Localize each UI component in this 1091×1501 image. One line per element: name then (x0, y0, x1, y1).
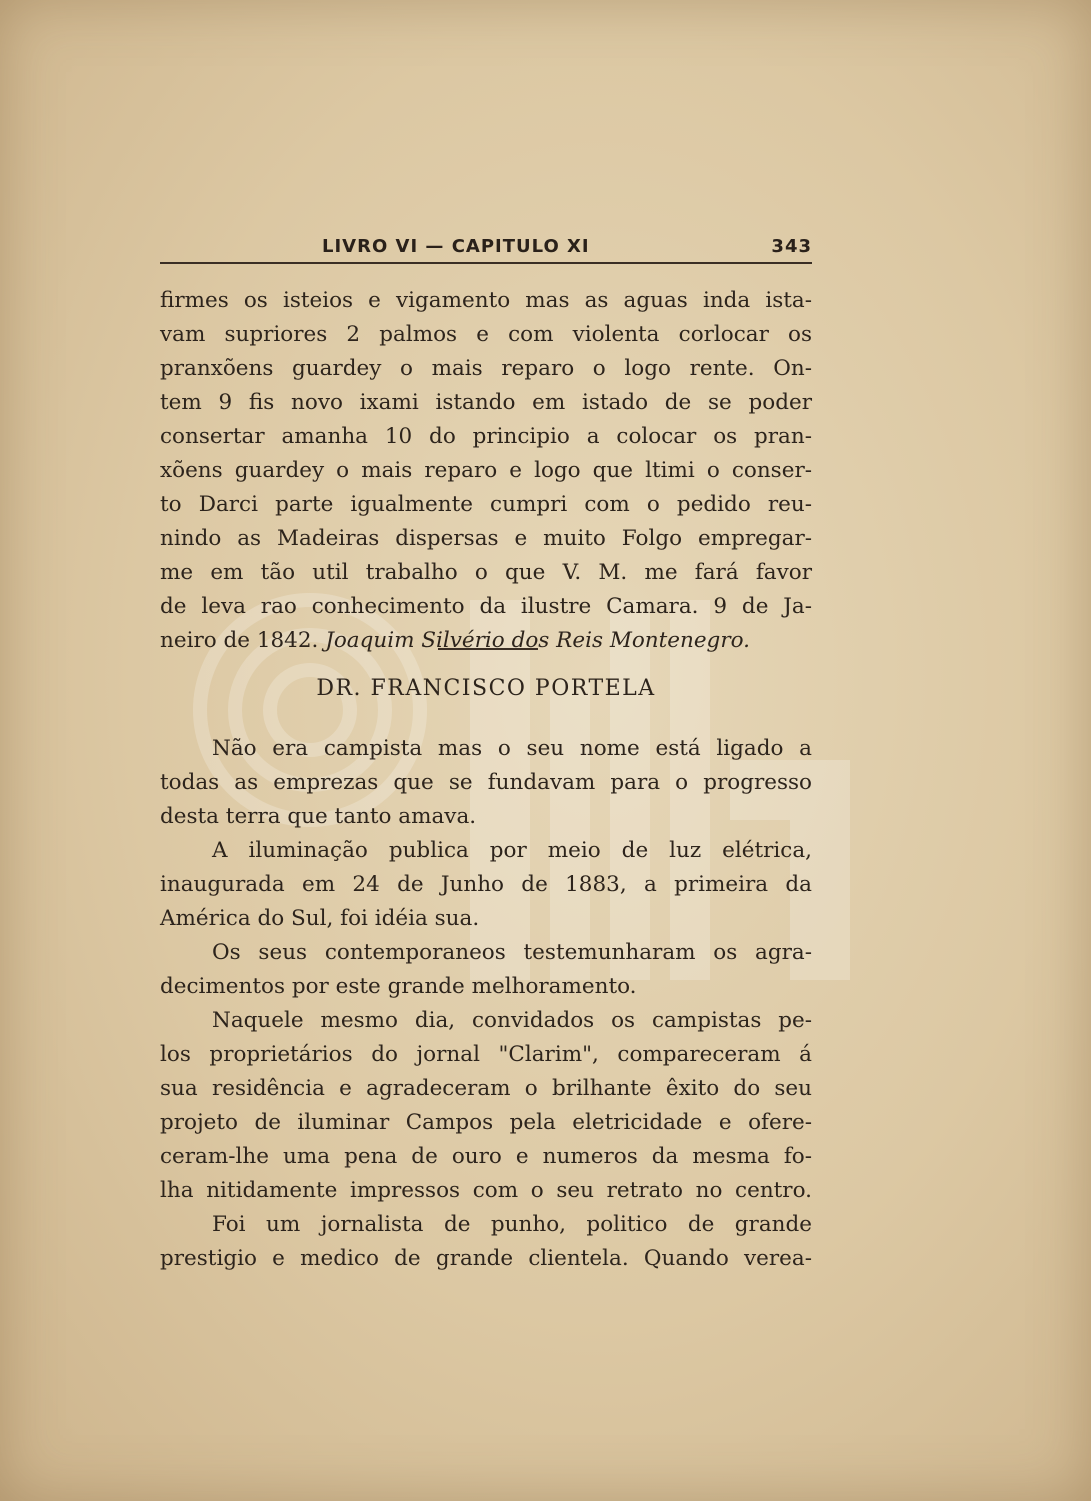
page-number: 343 (771, 236, 812, 257)
header-title: LIVRO VI — CAPITULO XI (322, 236, 590, 257)
text-line: pranxõens guardey o mais reparo o logo rente. On- (160, 356, 812, 381)
text-line: desta terra que tanto amava. (160, 804, 477, 829)
text-line: firmes os isteios e vigamento mas as aguas inda ista- (160, 288, 812, 313)
text-line: inaugurada em 24 de Junho de 1883, a primeira da (160, 872, 812, 897)
text-line: Não era campista mas o seu nome está ligado a (212, 736, 812, 761)
text-line: lha nitidamente impressos com o seu retrato no centro. (160, 1178, 812, 1203)
text-line: decimentos por este grande melhoramento. (160, 974, 637, 999)
text-line: los proprietários do jornal "Clarim", compareceram á (160, 1042, 812, 1067)
text-line: prestigio e medico de grande clientela. Quando verea- (160, 1246, 812, 1271)
signature-line (160, 624, 812, 658)
text-line: me em tão util trabalho o que V. M. me fará favor (160, 560, 812, 585)
date-text: neiro de 1842. (160, 628, 326, 653)
text-line: de leva rao conhecimento da ilustre Camara. 9 de Ja- (160, 594, 812, 619)
signature: Joaquim Silvério dos Reis Montenegro. (325, 628, 751, 653)
text-line: tem 9 fis novo ixami istando em istado de se poder (160, 390, 812, 415)
text-line: projeto de iluminar Campos pela eletricidade e ofere- (160, 1110, 812, 1135)
text-line: consertar amanha 10 do principio a colocar os pran- (160, 424, 812, 449)
text-line: to Darci parte igualmente cumpri com o pedido reu- (160, 492, 812, 517)
text-line: sua residência e agradeceram o brilhante êxito do seu (160, 1076, 812, 1101)
text-line: Naquele mesmo dia, convidados os campistas pe- (212, 1008, 812, 1033)
text-line: Os seus contemporaneos testemunharam os agra- (212, 940, 812, 965)
text-line: nindo as Madeiras dispersas e muito Folgo empregar- (160, 526, 812, 551)
text-line: ceram-lhe uma pena de ouro e numeros da mesma fo- (160, 1144, 812, 1169)
text-line: xõens guardey o mais reparo e logo que ltimi o conser- (160, 458, 812, 483)
section-heading: DR. FRANCISCO PORTELA (316, 676, 656, 701)
biography-paragraphs (160, 732, 812, 1276)
text-line: todas as emprezas que se fundavam para o progresso (160, 770, 812, 795)
text-line: América do Sul, foi idéia sua. (160, 906, 480, 931)
text-line: Foi um jornalista de punho, politico de grande (212, 1212, 812, 1237)
text-line: A iluminação publica por meio de luz elétrica, (212, 838, 812, 863)
letter-paragraph (160, 284, 812, 658)
running-header (160, 232, 812, 264)
text-line: vam supriores 2 palmos e com violenta corlocar os (160, 322, 812, 347)
section-divider (438, 648, 538, 650)
